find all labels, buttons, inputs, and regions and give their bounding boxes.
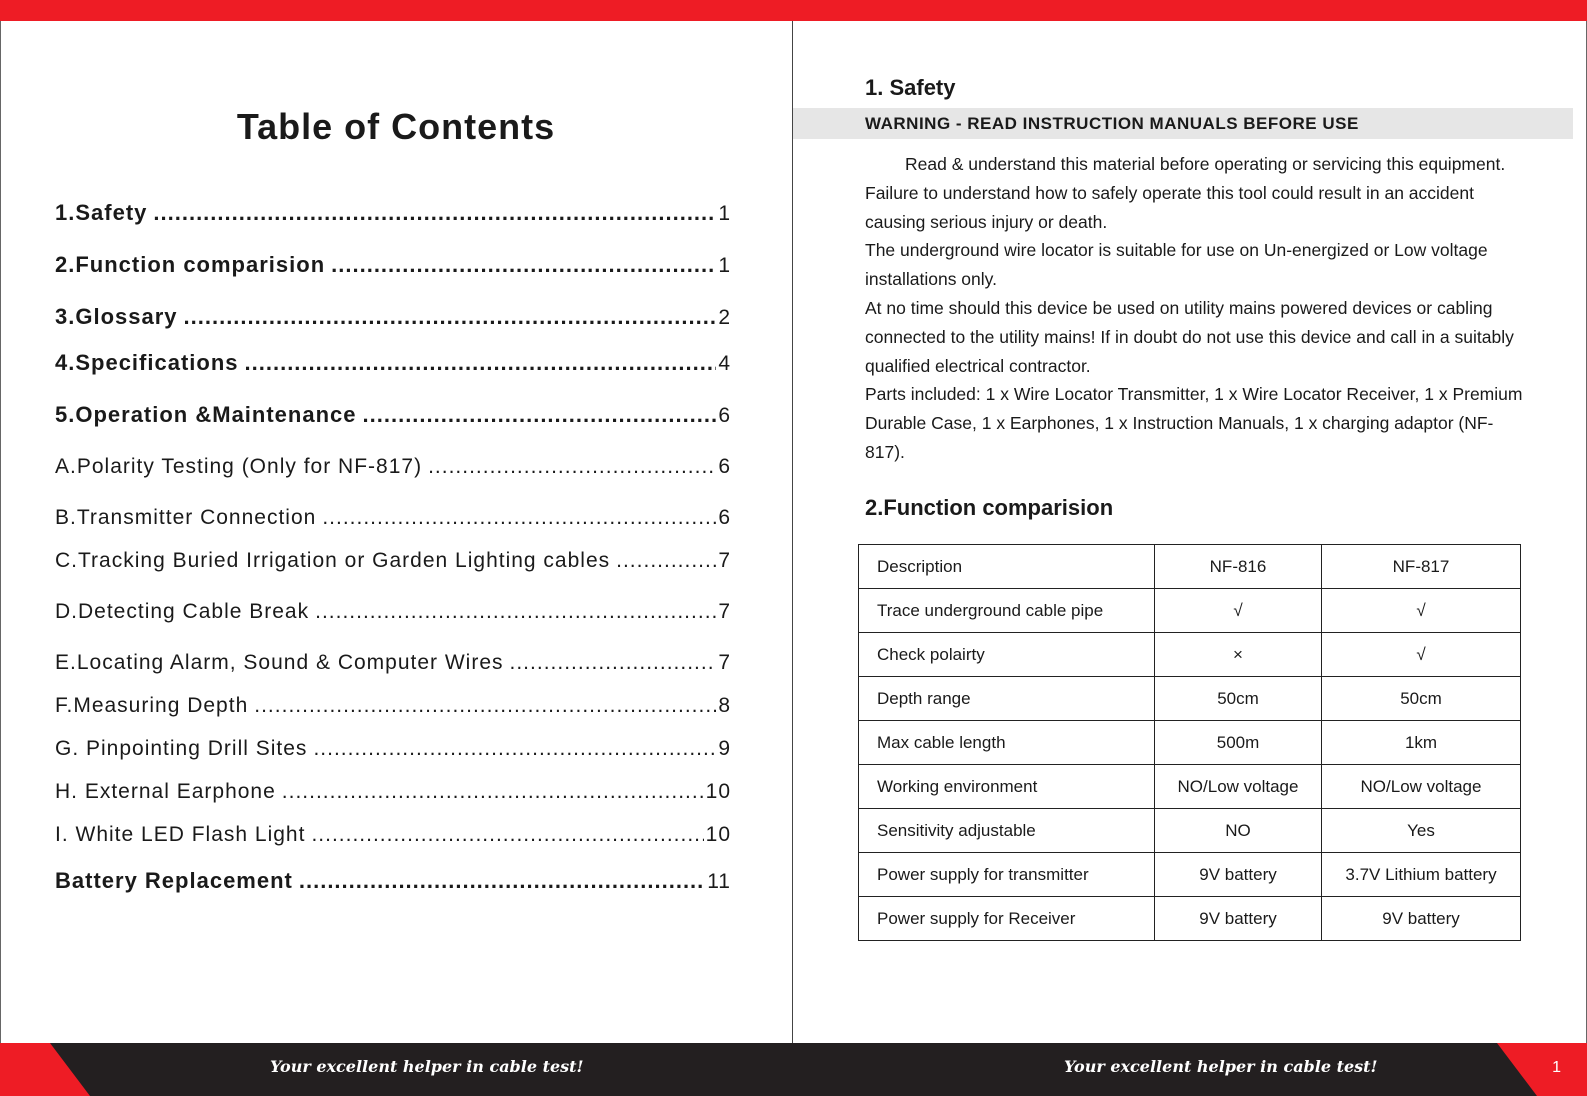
table-row (859, 677, 1521, 721)
toc-item[interactable] (55, 823, 731, 847)
table-cell: Working environment (859, 765, 1155, 809)
toc-item[interactable] (55, 304, 731, 330)
toc-leader (616, 549, 716, 573)
table-cell: Check polairty (859, 633, 1155, 677)
table-cell: Sensitivity adjustable (859, 809, 1155, 853)
toc-leader (363, 402, 717, 428)
toc-item[interactable] (55, 868, 731, 894)
toc-item-label: H. External Earphone (55, 780, 276, 803)
warning-text: WARNING - READ INSTRUCTION MANUALS BEFORE USE (865, 114, 1359, 133)
toc-item-page: 4 (718, 352, 731, 375)
toc-item-page: 1 (718, 254, 731, 277)
toc-item-page: 6 (718, 404, 731, 427)
footer-tagline-right: Your excellent helper in cable test! (1064, 1057, 1378, 1076)
table-cell: Trace underground cable pipe (859, 589, 1155, 633)
left-page-edge (0, 21, 1, 1043)
safety-paragraph: At no time should this device be used on utility mains powered devices or cabling connected to the utility mains! If in doubt do not use this device and call in a suitably qualified electrical contractor. (865, 297, 1514, 376)
toc-item-label: 2.Function comparision (55, 252, 326, 277)
toc-item-page: 9 (718, 737, 731, 760)
footer-red-corner-left (0, 1043, 90, 1096)
toc-leader (184, 304, 717, 330)
top-accent-bar (0, 0, 1587, 21)
toc-item[interactable] (55, 780, 731, 804)
footer-bar (0, 1043, 1587, 1096)
toc-item[interactable] (55, 455, 731, 479)
toc-item-label: I. White LED Flash Light (55, 823, 306, 846)
toc-item-page: 7 (718, 651, 731, 674)
comparison-table (858, 544, 1521, 941)
table-cell: 50cm (1322, 677, 1521, 721)
toc-item[interactable] (55, 200, 731, 226)
toc-item-label: 3.Glossary (55, 304, 178, 329)
table-cell: √ (1322, 589, 1521, 633)
toc-item-page: 1 (718, 202, 731, 225)
toc-leader (282, 780, 704, 804)
table-cell: NO/Low voltage (1155, 765, 1322, 809)
toc-item[interactable] (55, 651, 731, 675)
table-row (859, 721, 1521, 765)
table-cell: Depth range (859, 677, 1155, 721)
table-cell: Power supply for Receiver (859, 897, 1155, 941)
toc-leader (322, 506, 716, 530)
toc-item[interactable] (55, 402, 731, 428)
page-divider (792, 21, 793, 1043)
table-cell: Max cable length (859, 721, 1155, 765)
toc-item[interactable] (55, 252, 731, 278)
safety-heading: 1. Safety (865, 75, 956, 100)
table-cell: NF-817 (1322, 545, 1521, 589)
table-cell: 9V battery (1155, 853, 1322, 897)
toc-item[interactable] (55, 737, 731, 761)
table-cell: Power supply for transmitter (859, 853, 1155, 897)
toc-item-page: 6 (718, 506, 731, 529)
safety-paragraph: Read & understand this material before operating or servicing this equipment. Failure to understand how to safely operate this tool could result in an accident causing serious injury or death. (865, 154, 1506, 232)
safety-text (865, 150, 1525, 467)
toc-item-label: G. Pinpointing Drill Sites (55, 737, 308, 760)
toc-item-page: 8 (718, 694, 731, 717)
footer-red-corner-right (1497, 1043, 1587, 1096)
toc-title: Table of Contents (236, 106, 556, 147)
safety-paragraph: The underground wire locator is suitable for use on Un-energized or Low voltage installations only. (865, 240, 1488, 290)
table-header-row (859, 545, 1521, 589)
table-cell: 9V battery (1322, 897, 1521, 941)
toc-item[interactable] (55, 600, 731, 624)
table-cell: 3.7V Lithium battery (1322, 853, 1521, 897)
toc-item[interactable] (55, 506, 731, 530)
table-row (859, 765, 1521, 809)
table-cell: 1km (1322, 721, 1521, 765)
table-cell: Yes (1322, 809, 1521, 853)
toc-leader (331, 252, 716, 278)
toc-item[interactable] (55, 694, 731, 718)
table-cell: 50cm (1155, 677, 1322, 721)
toc-item-page: 11 (707, 870, 731, 893)
toc-leader (510, 651, 717, 675)
toc-leader (254, 694, 716, 718)
table-cell: Description (859, 545, 1155, 589)
toc-item[interactable] (55, 350, 731, 376)
toc-item-page: 10 (705, 780, 731, 803)
toc-item-label: 5.Operation &Maintenance (55, 402, 357, 427)
table-cell: NO/Low voltage (1322, 765, 1521, 809)
table-cell: 500m (1155, 721, 1322, 765)
table-row (859, 809, 1521, 853)
toc-item-label: B.Transmitter Connection (55, 506, 317, 529)
toc-item-page: 7 (718, 600, 731, 623)
table-cell: NO (1155, 809, 1322, 853)
footer-tagline-left: Your excellent helper in cable test! (270, 1057, 584, 1076)
toc-item-page: 7 (718, 549, 731, 572)
toc-leader (315, 600, 716, 624)
table-cell: 9V battery (1155, 897, 1322, 941)
toc-leader (245, 350, 717, 376)
toc-leader (153, 200, 716, 226)
safety-paragraph: Parts included: 1 x Wire Locator Transmitter, 1 x Wire Locator Receiver, 1 x Premium Durable Case, 1 x Earphones, 1 x Instruction Manuals, 1 x charging adaptor (NF-817). (865, 384, 1523, 462)
toc-item-page: 10 (705, 823, 731, 846)
toc-leader (311, 823, 703, 847)
toc-item[interactable] (55, 549, 731, 573)
toc-item-label: A.Polarity Testing (Only for NF-817) (55, 455, 423, 478)
page-number: 1 (1552, 1059, 1561, 1076)
table-row (859, 589, 1521, 633)
table-cell: NF-816 (1155, 545, 1322, 589)
toc-item-page: 2 (718, 306, 731, 329)
table-cell: √ (1155, 589, 1322, 633)
table-cell: √ (1322, 633, 1521, 677)
table-cell: × (1155, 633, 1322, 677)
toc-leader (428, 455, 716, 479)
toc-item-label: 4.Specifications (55, 350, 239, 375)
toc-item-label: E.Locating Alarm, Sound & Computer Wires (55, 651, 504, 674)
toc-item-label: Battery Replacement (55, 868, 293, 893)
toc-item-page: 6 (718, 455, 731, 478)
toc-leader (299, 868, 705, 894)
table-row (859, 853, 1521, 897)
toc-item-label: D.Detecting Cable Break (55, 600, 310, 623)
toc-item-label: F.Measuring Depth (55, 694, 249, 717)
table-row (859, 633, 1521, 677)
function-comparison-heading: 2.Function comparision (865, 495, 1114, 520)
toc-item-label: C.Tracking Buried Irrigation or Garden Lighting cables (55, 549, 611, 572)
toc-item-label: 1.Safety (55, 200, 148, 225)
table-row (859, 897, 1521, 941)
toc-leader (313, 737, 716, 761)
